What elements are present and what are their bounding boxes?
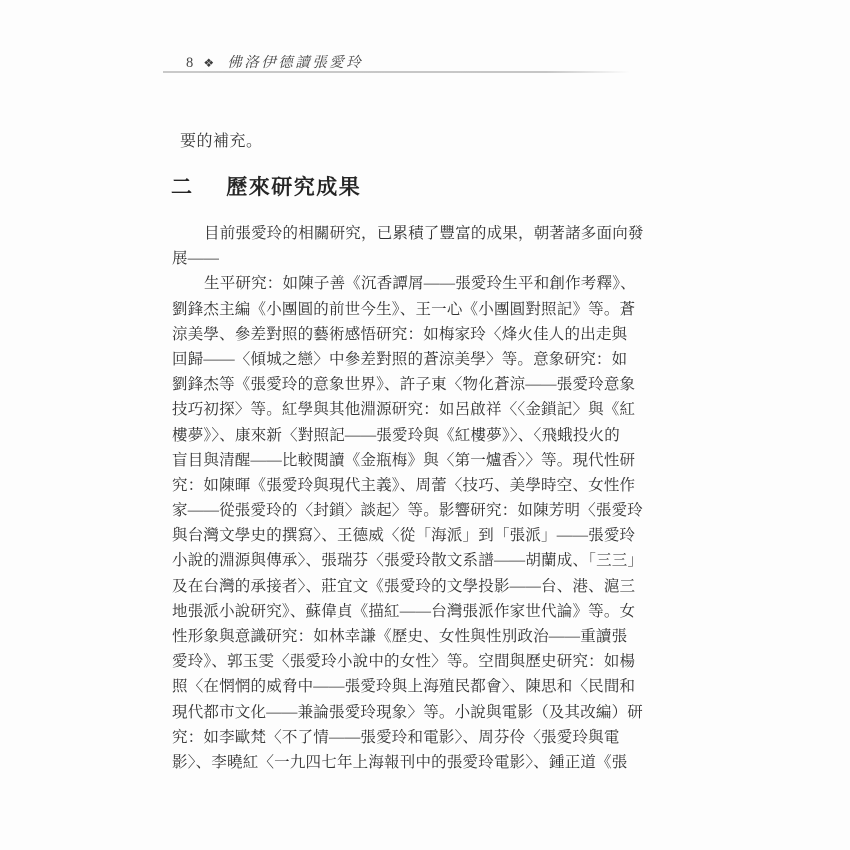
survey-paragraph: [172, 271, 652, 775]
section-number: 二: [171, 175, 194, 199]
header-rule: [163, 71, 630, 73]
text-line: 目前張愛玲的相關研究，已累積了豐富的成果，朝著諸多面向發: [204, 225, 644, 242]
running-header: [186, 51, 363, 72]
text-line: 涼美學、參差對照的藝術感悟研究：如梅家玲〈烽火佳人的出走與: [172, 325, 628, 343]
text-line: 劉鋒杰主編《小團圓的前世今生》、王一心《小團圓對照記》等。蒼: [172, 300, 636, 318]
diamond-ornament-icon: ❖: [203, 56, 215, 70]
text-line: 及在台灣的承接者〉、莊宜文《張愛玲的文學投影——台、港、滬三: [172, 577, 636, 595]
text-line: 家——從張愛玲的〈封鎖〉談起〉等。影響研究：如陳芳明〈張愛玲: [172, 502, 644, 520]
body-text-block: [172, 221, 652, 775]
text-line: 樓夢》〉、康來新〈對照記——張愛玲與《紅樓夢》〉、〈飛蛾投火的: [172, 426, 620, 444]
section-heading: [171, 171, 361, 201]
page-number: 8: [186, 55, 194, 71]
text-line: 性形象與意識研究：如林幸謙《歷史、女性與性別政治——重讀張: [172, 628, 628, 645]
text-line: 究：如陳暉《張愛玲與現代主義》、周蕾〈技巧、美學時空、女性作: [172, 476, 636, 494]
text-line: 現代都市文化——兼論張愛玲現象〉等。小說與電影（及其改編）研: [172, 703, 644, 721]
text-line: 地張派小說研究》、蘇偉貞《描紅——台灣張派作家世代論》等。女: [172, 602, 636, 620]
text-line: 影〉、李曉紅〈一九四七年上海報刊中的張愛玲電影〉、鍾正道《張: [172, 753, 628, 771]
text-line: 照〈在惘惘的威脅中——張愛玲與上海殖民都會〉、陳思和〈民間和: [172, 678, 636, 696]
text-line: 展——: [172, 250, 220, 268]
carryover-line: 要的補充。: [180, 133, 263, 150]
text-line: 與台灣文學史的撰寫〉、王德威〈從「海派」到「張派」——張愛玲: [172, 527, 636, 545]
section-title: 歷來研究成果: [226, 175, 362, 199]
text-line: 盲目與清醒——比較閱讀《金瓶梅》與〈第一爐香〉〉等。現代性研: [172, 451, 636, 469]
text-line: 小說的淵源與傳承〉、張瑞芬〈張愛玲散文系譜——胡蘭成、「三三」: [172, 552, 644, 570]
text-line: 回歸——〈傾城之戀〉中參差對照的蒼涼美學〉等。意象研究：如: [172, 350, 628, 368]
text-line: 技巧初探〉等。紅學與其他淵源研究：如呂啟祥〈〈金鎖記〉與《紅: [172, 401, 636, 419]
running-title: 佛洛伊德讀張愛玲: [227, 55, 364, 71]
text-line: 生平研究：如陳子善《沉香譚屑——張愛玲生平和創作考釋》、: [204, 275, 636, 293]
text-line: 究：如李歐梵〈不了情——張愛玲和電影〉、周芬伶〈張愛玲與電: [172, 728, 620, 746]
text-line: 劉鋒杰等《張愛玲的意象世界》、許子東〈物化蒼涼——張愛玲意象: [172, 376, 636, 394]
text-line: 愛玲》、郭玉雯〈張愛玲小說中的女性〉等。空間與歷史研究：如楊: [172, 653, 636, 671]
intro-paragraph: [172, 221, 652, 271]
